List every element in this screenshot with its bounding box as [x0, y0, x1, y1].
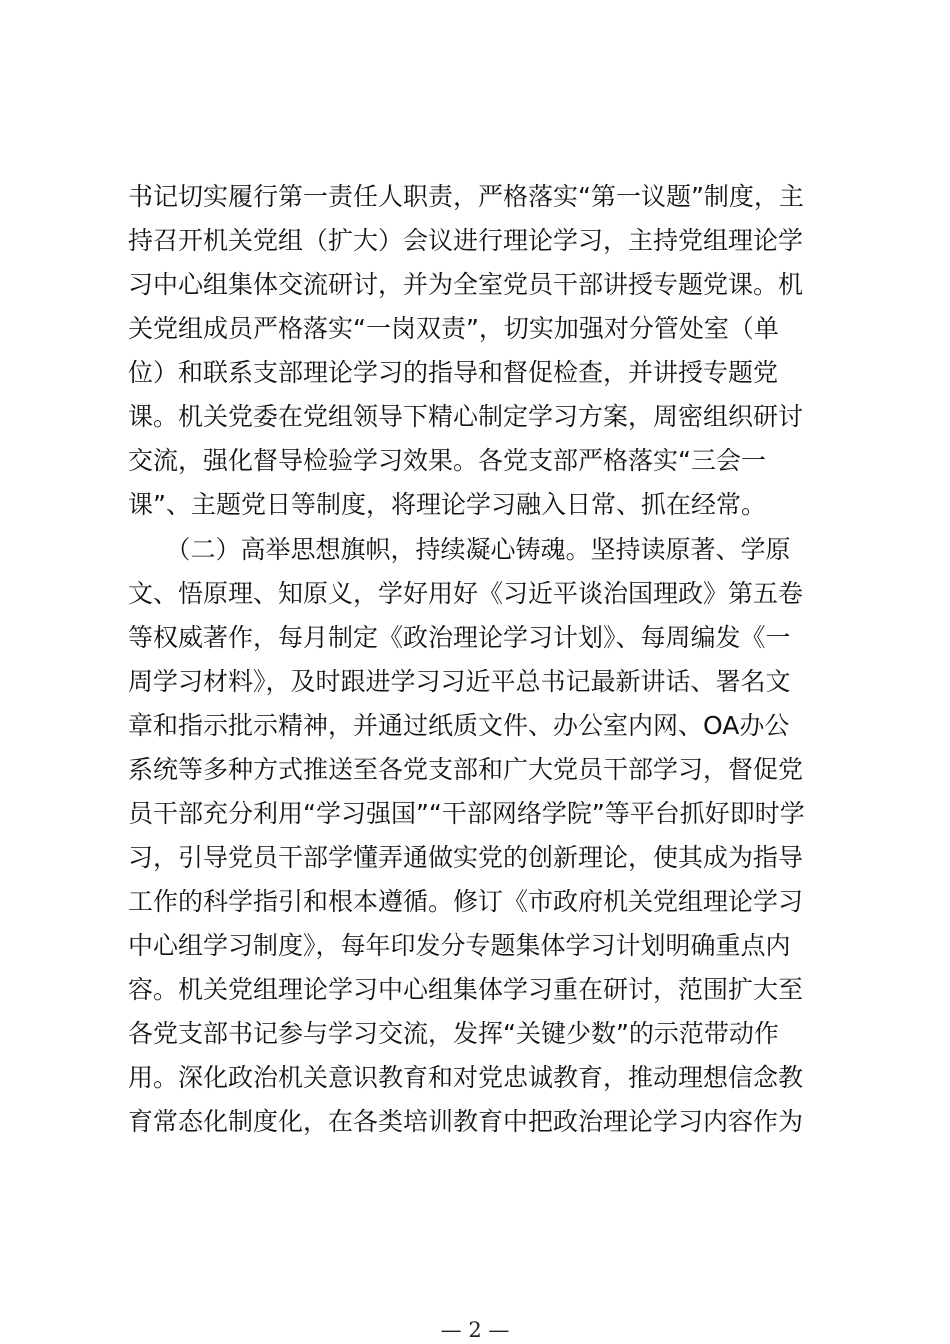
text-line: 章和指示批示精神，并通过纸质文件、办公室内网、OA办公 — [128, 711, 790, 740]
text-line: 员干部充分利用“学习强国”“干部网络学院”等平台抓好即时学 — [128, 799, 805, 828]
text-line: 用。深化政治机关意识教育和对党忠诚教育，推动理想信念教 — [128, 1063, 804, 1092]
text-line: 中心组学习制度》，每年印发分专题集体学习计划明确重点内 — [128, 931, 791, 960]
text-line: 持召开机关党组（扩大）会议进行理论学习，主持党组理论学 — [128, 226, 804, 255]
text-line: 容。机关党组理论学习中心组集体学习重在研讨，范围扩大至 — [128, 975, 804, 1004]
page-number: — 2 — — [440, 1318, 510, 1342]
text-line: 周学习材料》，及时跟进学习习近平总书记最新讲话、署名文 — [128, 667, 791, 696]
text-line: 交流，强化督导检验学习效果。各党支部严格落实“三会一 — [128, 446, 766, 475]
text-line: 等权威著作，每月制定《政治理论学习计划》、每周编发《一 — [128, 623, 791, 652]
text-line: 系统等多种方式推送至各党支部和广大党员干部学习，督促党 — [128, 755, 804, 784]
text-line: 各党支部书记参与学习交流，发挥“关键少数”的示范带动作 — [128, 1019, 779, 1048]
text-line: 书记切实履行第一责任人职责，严格落实“第一议题”制度，主 — [128, 182, 804, 211]
text-line: 育常态化制度化，在各类培训教育中把政治理论学习内容作为 — [128, 1107, 804, 1136]
text-line: 工作的科学指引和根本遵循。修订《市政府机关党组理论学习 — [128, 887, 804, 916]
text-line: 习，引导党员干部学懂弄通做实党的创新理论，使其成为指导 — [128, 843, 804, 872]
text-line: 课”、主题党日等制度，将理论学习融入日常、抓在经常。 — [128, 490, 766, 519]
text-line: 关党组成员严格落实“一岗双责”，切实加强对分管处室（单 — [128, 314, 779, 343]
text-line: 习中心组集体交流研讨，并为全室党员干部讲授专题党课。机 — [128, 270, 804, 299]
text-line: 文、悟原理、知原义，学好用好《习近平谈治国理政》第五卷 — [128, 579, 804, 608]
text-line: 位）和联系支部理论学习的指导和督促检查，并讲授专题党 — [128, 358, 779, 387]
text-line: 课。机关党委在党组领导下精心制定学习方案，周密组织研讨 — [128, 402, 804, 431]
section-heading-line: （二）高举思想旗帜，持续凝心铸魂。坚持读原著、学原 — [128, 535, 791, 564]
